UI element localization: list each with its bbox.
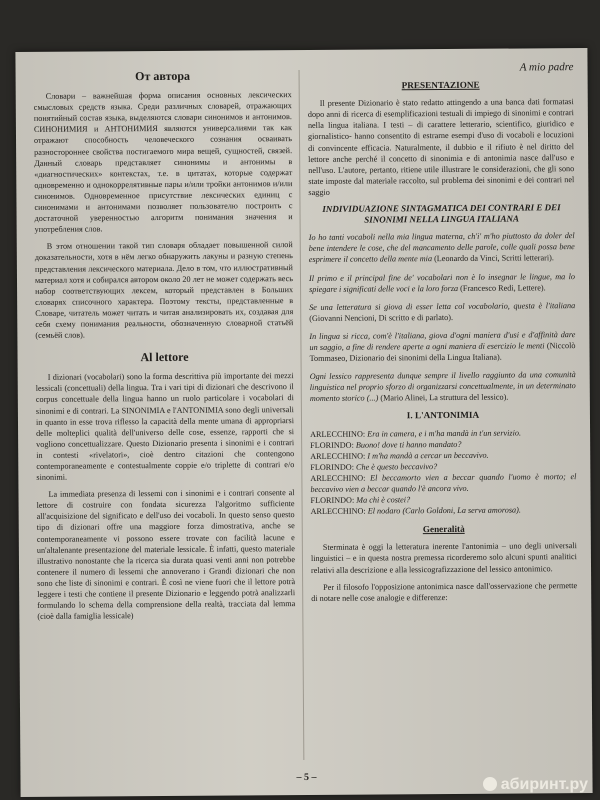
russian-heading: От автора [135,68,191,84]
watermark-text: абиринт.ру [500,776,588,793]
generalita-paragraph-2: Per il filosofo l'opposizione antonimica nasce dall'osservazione che permette di notare nelle cose analogie e differenze: [311,580,578,603]
epigraph: A mio padre [519,61,574,74]
page-number: – 5 – [296,771,317,784]
generalita-heading: Generalità [422,524,465,535]
dialogue-line: ARLECCHINO: El nodaro (Carlo Goldoni, La serva amorosa). [310,505,521,517]
left-column [34,64,296,628]
russian-paragraph-1: Словари – важнейшая форма описания основных лексических смысловых средств языка. Среди различных словарей, отражающих понятийный состав языка, выделяются словари синонимов и антонимов. СИНОНИМИЯ и АНТОНИМИЯ являются универсалиями так как отражают способность человеческого сознания осваивать разностороннее свойства постигаемого мира вещей, сущностей, связей. Данный словарь представляет синонимы и антонимы в «диагностических» контекстах, т.е. в цитатах, которые содержат одновременно и однокоррелятивные пары и/или тройки антонимов и/или синонимов. Одновременное присутствие лексических единиц с синонимами и антонимами позволяет пользователю построить с достаточной уверенностью алгоритм понимания значения и употребления слов. [33,90,293,235]
quote: Se una letteratura si giova di esser letta col vocabolario, questa è l'italiana (Giovanni Nencioni, Di scritto e di parlato). [309,300,576,323]
chapter-heading: I. L'ANTONIMIA [406,410,480,421]
presentazione-text: Il presente Dizionario è stato redatto attingendo a una banca dati formatasi dopo anni di ricerca di esemplificazioni testuali di impiego di sinonimi e contrari nella lingua italiana. I testi – di carattere letterario, scientifico, giuridico e giornalistico- hanno consentito di estrarne esempi d'uso di vocaboli e locuzioni di convincente efficacia. Naturalmente, il dubbio e il rifiuto è nel diritto del lettore anche perché il concetto di sinonimia e di antonimia nasce dall'uso e nell'uso. L'autore, pertanto, ritiene utile illustrare le considerazioni, che gli sono state imposte dal materiale raccolto, sul problema dei sinonimi e dei contrari nel saggio [307,97,575,197]
dialogue-line: ARLECCHINO: I m'ha mandà a cercar un beccavivo. [310,450,489,461]
watermark [483,776,588,794]
italian-paragraph-1: I dizionari (vocabolari) sono la forma descrittiva più importante dei mezzi lessicali (concettuali) della lingua. Tra i vari tipi di dizionari che descrivono il corpus concettuale della lingua hanno un ruolo particolare i vocabolari di sinonimi e di contrari. La SINONIMIA e l'ANTONIMIA sono degli universali in quanto in esse trova riflesso la capacità della mente umana di appropriarsi delle molteplici qualità dell'universo delle cose, essenze, rapporti che si vogliono concettualizzare. Questo Dizionario presenta i sinonimi e i contrari in contesti «rivelatori», cioè dentro citazioni che contengono contemporaneamente e contestualmente coppie e/o triplette di contrari e/o sinonimi. [35,371,295,482]
quote: In lingua si ricca, com'è l'italiana, giova d'ogni maniera d'usi e d'affinità dare un saggio, a fine di rendere aperte a ogni maniera di esercizio le menti (Niccolò Tommaseo, Dizionario dei sinonimi della Lingua Italiana). [309,329,576,364]
italian-paragraph-2: La immediata presenza di lessemi con i sinonimi e i contrari consente al lettore di costruire con fondata sicurezza l'algoritmo sufficiente all'acquisizione del significato e dell'uso dei vocaboli. In questo senso questo tipo di dizionari offre una maggiore forza dimostrativa, anche se contemporaneamente vi possono essere trovate con facilità lacune e un'altalenante presentazione del materiale lessicale. È infatti, questo materiale illustrativo nonostante che la ricerca sia durata quasi venti anni non potrebbe contenere il numero di lessemi che annoverano i Grandi dizionari che non sono che liste di sinonimi e contrari. È così ne viene fuori che il lettore potrà leggere i testi che contiene il presente Dizionario e leggendo potrà analizzarli formulando lo schema della comprensione della realtà, tracciata dal lemma (cioè dalla famiglia lessicale) [36,488,296,622]
labyrinth-logo-icon [483,777,497,791]
section-heading: INDIVIDUAZIONE SINTAGMATICA DEI CONTRARI E DEI SINONIMI NELLA LINGUA ITALIANA [322,202,561,225]
quote: Il primo e il principal fine de' vocabolari non è lo insegnar le lingue, ma lo spiegare i significati delle voci e la loro forza (Francesco Redi, Lettere). [308,271,576,294]
dialogue-line: FLORINDO: Buono! dove ti hanno mandato? [310,439,462,450]
italian-heading: Al lettore [140,349,189,365]
book-page [15,48,592,797]
generalita-paragraph-1: Sterminata è oggi la letteratura inerente l'antonimia – uno degli universali linguistici – e in questa nostra premessa ricorderemo solo alcuni spunti analitici relativi alla descrizione e alla lessicografizzazione del lessico antonimico. [310,541,577,575]
quote: Io ho tanti vocaboli nella mia lingua materna, ch'i' m'ho piuttosto da doler del bene intendere le cose, che del mancamento delle parole, colle quali possa bene esprimere il concetto della mente mia (Leonardo da Vinci, Scritti letterari). [308,231,575,265]
quote: Ogni lessico rappresenta dunque sempre il livello raggiunto da una comunità linguistica nel proprio sforzo di organizzarsi concettualmente, in un determinato momento storico (...) (Mario Alinei, La struttura del lessico). [309,370,576,404]
column-divider [299,70,305,760]
right-column [307,62,577,610]
dialogue-line: FLORINDO: Ma chi è costei? [310,495,411,506]
presentazione-heading: PRESENTAZIONE [401,79,480,91]
russian-paragraph-2: В этом отношении такой тип словаря обладает повышенной силой доказательности, хотя в нём легко обнаружить лакуны и разную степень представления лексического материала. Дело в том, что иллюстративный материал хотя и собирался автором около 20 лет не может содержать весь набор соответствующих лексем, который представлен в Больших словарях списочного характера. Поэтому тексты, представленные в Словаре, читатель может читать и читая анализировать их, создавая для себя схему понимания реальности, обозначенную словарной статьёй (семьёй слов). [34,240,294,340]
dialogue-line: ARLECCHINO: Era in camera, e i m'ha mandà in t'un servizio. [310,428,522,439]
dialogue-line: ARLECCHINO: El beccamorto vien a beccar quando l'uomo è morto; el beccavivo vien a beccar quando l'è ancora vivo. [310,472,577,494]
dialogue-line: FLORINDO: Che è questo beccavivo? [310,461,438,472]
